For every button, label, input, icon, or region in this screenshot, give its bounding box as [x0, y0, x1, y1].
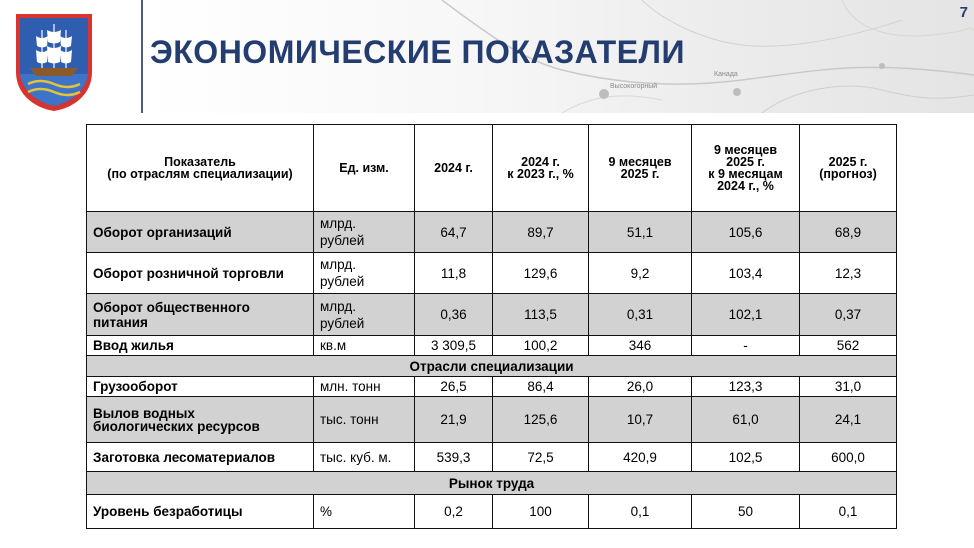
table-row	[87, 294, 897, 336]
unit-cell: тыс. куб. м.	[314, 443, 415, 472]
table-row	[87, 212, 897, 253]
page-title: ЭКОНОМИЧЕСКИЕ ПОКАЗАТЕЛИ	[150, 34, 685, 70]
indicator-cell: Уровень безработицы	[87, 495, 314, 529]
indicator-cell: Оборот розничной торговли	[87, 253, 314, 294]
value-9m: 420,9	[589, 443, 692, 472]
unit-cell: %	[314, 495, 415, 529]
value-9m-ratio: 103,4	[692, 253, 800, 294]
value-2024: 26,5	[415, 377, 493, 397]
indicator-cell: Оборот общественного питания	[87, 294, 314, 336]
header-unit: Ед. изм.	[314, 125, 415, 212]
header-9-months-ratio: 9 месяцев 2025 г. к 9 месяцам 2024 г., %	[692, 125, 800, 212]
coat-of-arms-emblem	[14, 12, 94, 112]
value-9m-ratio: 123,3	[692, 377, 800, 397]
indicator-cell: Грузооборот	[87, 377, 314, 397]
map-marker	[733, 88, 741, 96]
unit-cell: тыс. тонн	[314, 397, 415, 443]
header-9-months-2025: 9 месяцев 2025 г.	[589, 125, 692, 212]
indicator-cell: Ввод жилья	[87, 336, 314, 356]
indicator-cell: Заготовка лесоматериалов	[87, 443, 314, 472]
unit-cell: кв.м	[314, 336, 415, 356]
header-2025-forecast: 2025 г. (прогноз)	[800, 125, 897, 212]
value-9m: 0,31	[589, 294, 692, 336]
value-forecast: 562	[800, 336, 897, 356]
value-2024: 3 309,5	[415, 336, 493, 356]
value-ratio: 113,5	[493, 294, 589, 336]
value-9m-ratio: -	[692, 336, 800, 356]
table-row	[87, 336, 897, 356]
value-ratio: 125,6	[493, 397, 589, 443]
indicator-cell: Оборот организаций	[87, 212, 314, 253]
unit-cell: млрд. рублей	[314, 294, 415, 336]
section-heading-labor-market: Рынок труда	[87, 472, 897, 495]
section-row	[87, 356, 897, 377]
value-9m-ratio: 61,0	[692, 397, 800, 443]
header-2024-vs-2023: 2024 г. к 2023 г., %	[493, 125, 589, 212]
table-row	[87, 495, 897, 529]
value-9m-ratio: 102,1	[692, 294, 800, 336]
value-forecast: 0,37	[800, 294, 897, 336]
value-ratio: 89,7	[493, 212, 589, 253]
value-forecast: 600,0	[800, 443, 897, 472]
map-marker	[879, 63, 885, 69]
value-2024: 64,7	[415, 212, 493, 253]
value-9m-ratio: 102,5	[692, 443, 800, 472]
value-2024: 11,8	[415, 253, 493, 294]
value-9m-ratio: 105,6	[692, 212, 800, 253]
value-2024: 0,2	[415, 495, 493, 529]
value-9m: 9,2	[589, 253, 692, 294]
header-2024: 2024 г.	[415, 125, 493, 212]
section-heading-specialization: Отрасли специализации	[87, 356, 897, 377]
value-9m: 0,1	[589, 495, 692, 529]
unit-cell: млрд. рублей	[314, 253, 415, 294]
value-9m-ratio: 50	[692, 495, 800, 529]
value-forecast: 0,1	[800, 495, 897, 529]
page-number: 7	[959, 4, 968, 21]
value-9m: 346	[589, 336, 692, 356]
value-forecast: 31,0	[800, 377, 897, 397]
value-ratio: 129,6	[493, 253, 589, 294]
indicator-cell: Вылов водных биологических ресурсов	[87, 397, 314, 443]
value-ratio: 100	[493, 495, 589, 529]
value-forecast: 12,3	[800, 253, 897, 294]
value-forecast: 24,1	[800, 397, 897, 443]
table-row	[87, 443, 897, 472]
map-label-kanada: Канада	[714, 71, 738, 78]
header-divider	[141, 0, 143, 113]
value-9m: 10,7	[589, 397, 692, 443]
table-row	[87, 377, 897, 397]
value-forecast: 68,9	[800, 212, 897, 253]
value-ratio: 86,4	[493, 377, 589, 397]
table-row	[87, 253, 897, 294]
table-header-row	[87, 125, 897, 212]
section-row	[87, 472, 897, 495]
unit-cell: млрд. рублей	[314, 212, 415, 253]
value-9m: 26,0	[589, 377, 692, 397]
value-2024: 539,3	[415, 443, 493, 472]
table-row	[87, 397, 897, 443]
economic-indicators-table	[86, 124, 897, 529]
map-marker	[599, 89, 609, 99]
header-indicator: Показатель (по отраслям специализации)	[87, 125, 314, 212]
value-2024: 0,36	[415, 294, 493, 336]
map-label-vysokogorny: Высокогорный	[610, 83, 658, 90]
value-ratio: 72,5	[493, 443, 589, 472]
value-9m: 51,1	[589, 212, 692, 253]
value-ratio: 100,2	[493, 336, 589, 356]
value-2024: 21,9	[415, 397, 493, 443]
unit-cell: млн. тонн	[314, 377, 415, 397]
